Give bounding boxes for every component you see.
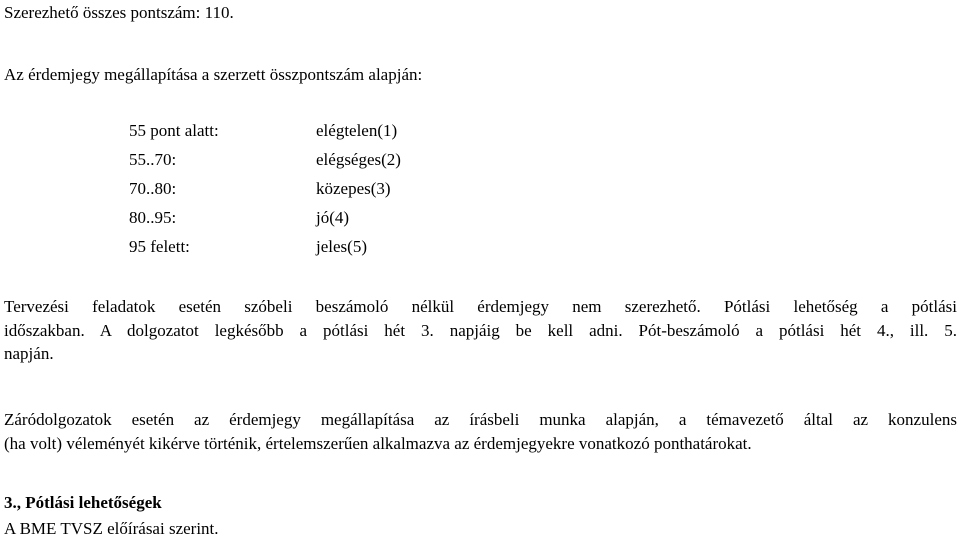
total-points-text: Szerezhető összes pontszám: 110. xyxy=(4,3,234,22)
paragraph-line: (ha volt) véleményét kikérve történik, értelemszerűen alkalmazva az érdemjegyekre vonatkozó ponthatárokat. xyxy=(4,433,752,453)
grade-value: elégséges(2) xyxy=(316,150,401,169)
grade-row xyxy=(129,119,398,142)
paragraph-line: napján. xyxy=(4,344,54,364)
thesis-paragraph xyxy=(4,408,957,455)
paragraph-line: Záródolgozatok esetén az érdemjegy megállapítása az írásbeli munka alapján, a témavezető által az konzulens xyxy=(4,410,957,429)
grade-range: 70..80: xyxy=(129,179,177,198)
grade-row xyxy=(129,177,391,200)
grade-range: 55..70: xyxy=(129,150,177,169)
grade-range: 95 felett: xyxy=(129,237,190,256)
paragraph-line: időszakban. A dolgozatot legkésőbb a pótlási hét 3. napjáig be kell adni. Pót-beszámoló a pótlási hét 4., ill. 5. xyxy=(4,320,957,340)
intro-text: Az érdemjegy megállapítása a szerzett összpontszám alapján: xyxy=(4,65,423,84)
grade-range: 55 pont alatt: xyxy=(129,121,219,140)
grade-value: jó(4) xyxy=(316,208,350,227)
grade-row xyxy=(129,148,401,171)
grade-value: jeles(5) xyxy=(316,237,367,256)
grade-row xyxy=(129,206,350,229)
section-text: A BME TVSZ előírásai szerint. xyxy=(4,519,219,538)
grade-value: elégtelen(1) xyxy=(316,121,398,140)
paragraph-line: Tervezési feladatok esetén szóbeli beszámoló nélkül érdemjegy nem szerezhető. Pótlási lehetőség a pótlási xyxy=(4,297,957,316)
oral-exam-paragraph xyxy=(4,295,957,366)
grade-value: közepes(3) xyxy=(316,179,391,198)
section-heading: 3., Pótlási lehetőségek xyxy=(4,493,162,512)
grade-row xyxy=(129,235,367,258)
grade-range: 80..95: xyxy=(129,208,177,227)
